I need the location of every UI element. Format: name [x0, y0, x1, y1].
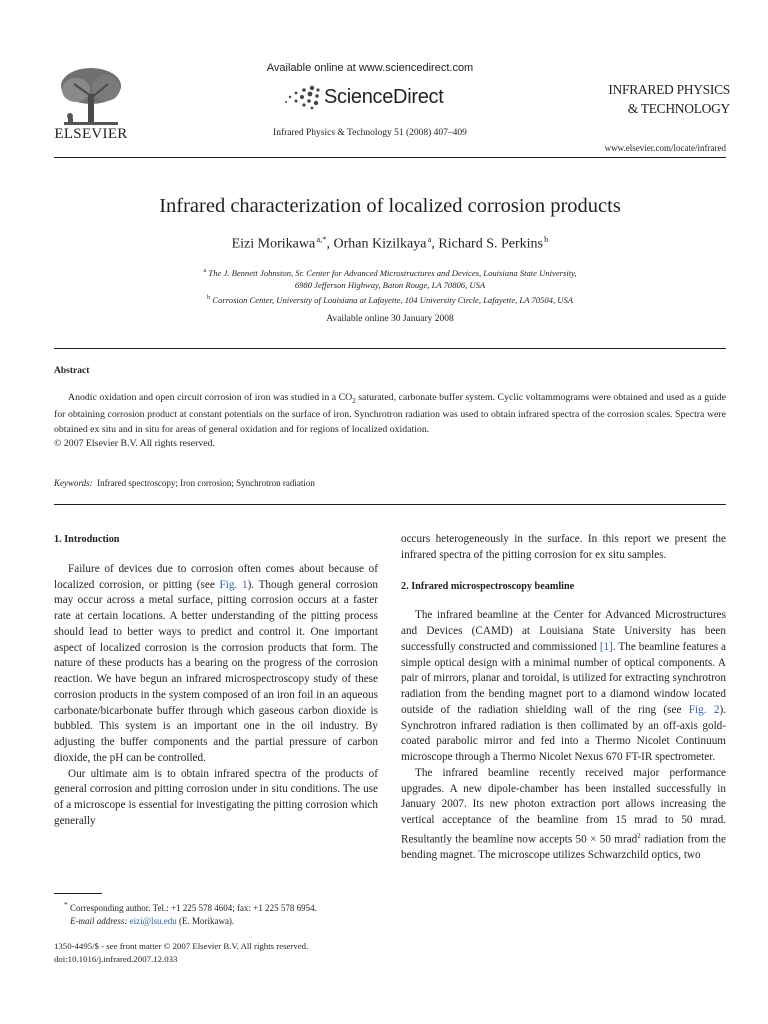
footnote-mark: *: [64, 900, 68, 909]
author-name: Eizi Morikawa: [231, 236, 316, 252]
author-separator: ,: [431, 236, 439, 252]
issn-line: 1350-4495/$ - see front matter © 2007 Elsevier B.V. All rights reserved.: [54, 941, 309, 951]
elsevier-tree-logo-icon: [56, 66, 126, 128]
footnote-text: Corresponding author. Tel.: +1 225 578 4604; fax: +1 225 578 6954.: [70, 903, 317, 913]
abstract-text-part: saturated, carbonate buffer system. Cyclic voltammograms were obtained and used as a guide for obtaining corrosion product at constant potentials on the surface of iron. Synchrotron radiation was used to obtain infrared spectra of the corrosion scales. Spectra were obtained ex situ and in situ for areas of general oxidation and for regions of localized oxidation.: [54, 392, 727, 435]
section-heading-introduction: 1. Introduction: [54, 534, 120, 545]
affiliation-text: The J. Bennett Johnston, Sr. Center for Advanced Microstructures and Devices, Louisiana State University,: [208, 267, 577, 278]
affiliation-b: [100, 292, 680, 306]
reference-link[interactable]: [1]: [599, 640, 613, 653]
affiliation-a: [100, 265, 680, 291]
author-affiliation-mark[interactable]: a,*: [316, 234, 327, 244]
superscript: 2: [637, 831, 641, 840]
affiliation-mark: b: [206, 294, 211, 301]
abstract-subscript: 2: [352, 396, 356, 405]
footnote: [54, 898, 384, 928]
author-list: [54, 234, 726, 253]
paragraph: [54, 562, 378, 767]
journal-name-line-1: INFRARED PHYSICS: [608, 82, 730, 97]
available-online-banner[interactable]: Available online at www.sciencedirect.com: [266, 62, 474, 74]
abstract-bottom-divider: [54, 504, 726, 505]
email-label: E-mail address:: [70, 916, 128, 926]
affiliation-text: Corrosion Center, University of Louisiana at Lafayette, 104 University Circle, Lafayette, LA 70504, USA: [212, 294, 573, 305]
publisher-logo-text: ELSEVIER: [54, 126, 128, 142]
author-name: Richard S. Perkins: [438, 236, 543, 252]
abstract-top-divider: [54, 348, 726, 349]
footnote-divider: [54, 893, 102, 894]
journal-name-line-2: & TECHNOLOGY: [627, 101, 730, 116]
keywords-label: Keywords:: [54, 478, 93, 488]
article-title: Infrared characterization of localized corrosion products: [159, 195, 621, 217]
abstract-copyright: © 2007 Elsevier B.V. All rights reserved.: [54, 438, 215, 450]
author-affiliation-mark[interactable]: a: [427, 234, 432, 244]
keywords: [54, 478, 726, 488]
affiliation-text: 6980 Jefferson Highway, Baton Rouge, LA 70806, USA: [294, 279, 486, 290]
paragraph-text: The infrared beamline recently received major performance upgrades. A new dipole-chamber has been installed successfully in January 2007. Its new photon extraction port allows increasing the vertical acceptance of the beamline from 15 mrad to 50 mrad. Resultantly the beamline now accepts 50 × 50 mrad: [401, 766, 726, 846]
doi-line[interactable]: doi:10.1016/j.infrared.2007.12.033: [54, 954, 178, 964]
section-heading-beamline: 2. Infrared microspectroscopy beamline: [401, 580, 575, 592]
header-divider: [54, 157, 726, 158]
abstract-text: [54, 391, 726, 437]
author-affiliation-mark[interactable]: b: [544, 234, 549, 244]
paragraph-text: . The beamline features a simple optical design with a minimal number of optical components. A pair of mirrors, planar and toroidal, is utilized for extracting synchrotron radiation from the bending magnet port to a diamond window located outside of the radiation shielding wall of the ring (see: [401, 640, 726, 716]
figure-link[interactable]: Fig. 1: [219, 578, 248, 591]
paragraph-text: Failure of devices due to corrosion often comes about because of localized corrosion, or pitting (see: [54, 562, 378, 591]
paragraph: occurs heterogeneously in the surface. In this report we present the infrared spectra of the pitting corrosion for ex situ samples.: [401, 533, 726, 561]
sciencedirect-logo: [282, 84, 482, 112]
paragraph-text: ). Though general corrosion may occur across a metal surface, pitting corrosion occurs at a faster rate at certain locations. A better understanding of the pitting process should lead to better ways to predict and control it. One important aspect of localized corrosion is the corrosion products that form. The nature of these products has a bearing on the progress of the corrosion reaction. We have begun an infrared microspectroscopy study of these corrosion products in the system composed of an iron foil in an aqueous carbonate/bicarbonate buffer through which gaseous carbon dioxide is bubbled. This system is an important one in the oil industry. By adjusting the buffer components and the partial pressure of carbon dioxide, the pH can be controlled.: [54, 578, 378, 764]
paragraph-text: The infrared beamline at the Center for Advanced Microstructures and Devices (CAMD) at Louisiana State University has been successfully constructed and commissioned: [401, 609, 726, 653]
keywords-list: Infrared spectroscopy; Iron corrosion; Synchrotron radiation: [97, 478, 315, 488]
right-column: [401, 532, 726, 864]
available-online-date: Available online 30 January 2008: [326, 314, 454, 324]
sciencedirect-wordmark: ScienceDirect: [324, 86, 444, 108]
journal-url-link[interactable]: www.elsevier.com/locate/infrared: [604, 143, 726, 153]
abstract-heading: Abstract: [54, 366, 90, 376]
journal-name: [600, 80, 730, 118]
paragraph: Our ultimate aim is to obtain infrared spectra of the products of general corrosion and pitting corrosion under in situ conditions. The use of a microscope is essential for investigating the pitting corrosion which generally: [54, 767, 378, 827]
journal-citation: Infrared Physics & Technology 51 (2008) 407–409: [273, 128, 467, 138]
abstract-body: [54, 391, 726, 452]
paragraph: [401, 608, 726, 766]
sciencedirect-dots-icon: [282, 84, 322, 110]
email-suffix: (E. Morikawa).: [176, 916, 235, 926]
paragraph: [401, 766, 726, 864]
abstract-text-part: Anodic oxidation and open circuit corrosion of iron was studied in a CO: [68, 392, 353, 403]
figure-link[interactable]: Fig. 2: [688, 703, 720, 716]
left-column: [54, 532, 378, 830]
paragraph-text: radiation from the bending magnet. The microscope utilizes Schwarzchild optics, two: [401, 833, 726, 862]
email-link[interactable]: eizi@lsu.edu: [129, 916, 177, 926]
affiliation-mark: a: [203, 267, 207, 274]
author-separator: ,: [326, 236, 334, 252]
issn-block: [54, 940, 384, 966]
paragraph-text: ). Synchrotron infrared radiation is then collimated by an off-axis gold-coated parabolic mirror and fed into a Thermo Nicolet Continuum microscope through a Thermo Nicolet Nexus 670 FT-IR spectrometer.: [401, 703, 726, 763]
author-name: Orhan Kizilkaya: [333, 236, 427, 252]
